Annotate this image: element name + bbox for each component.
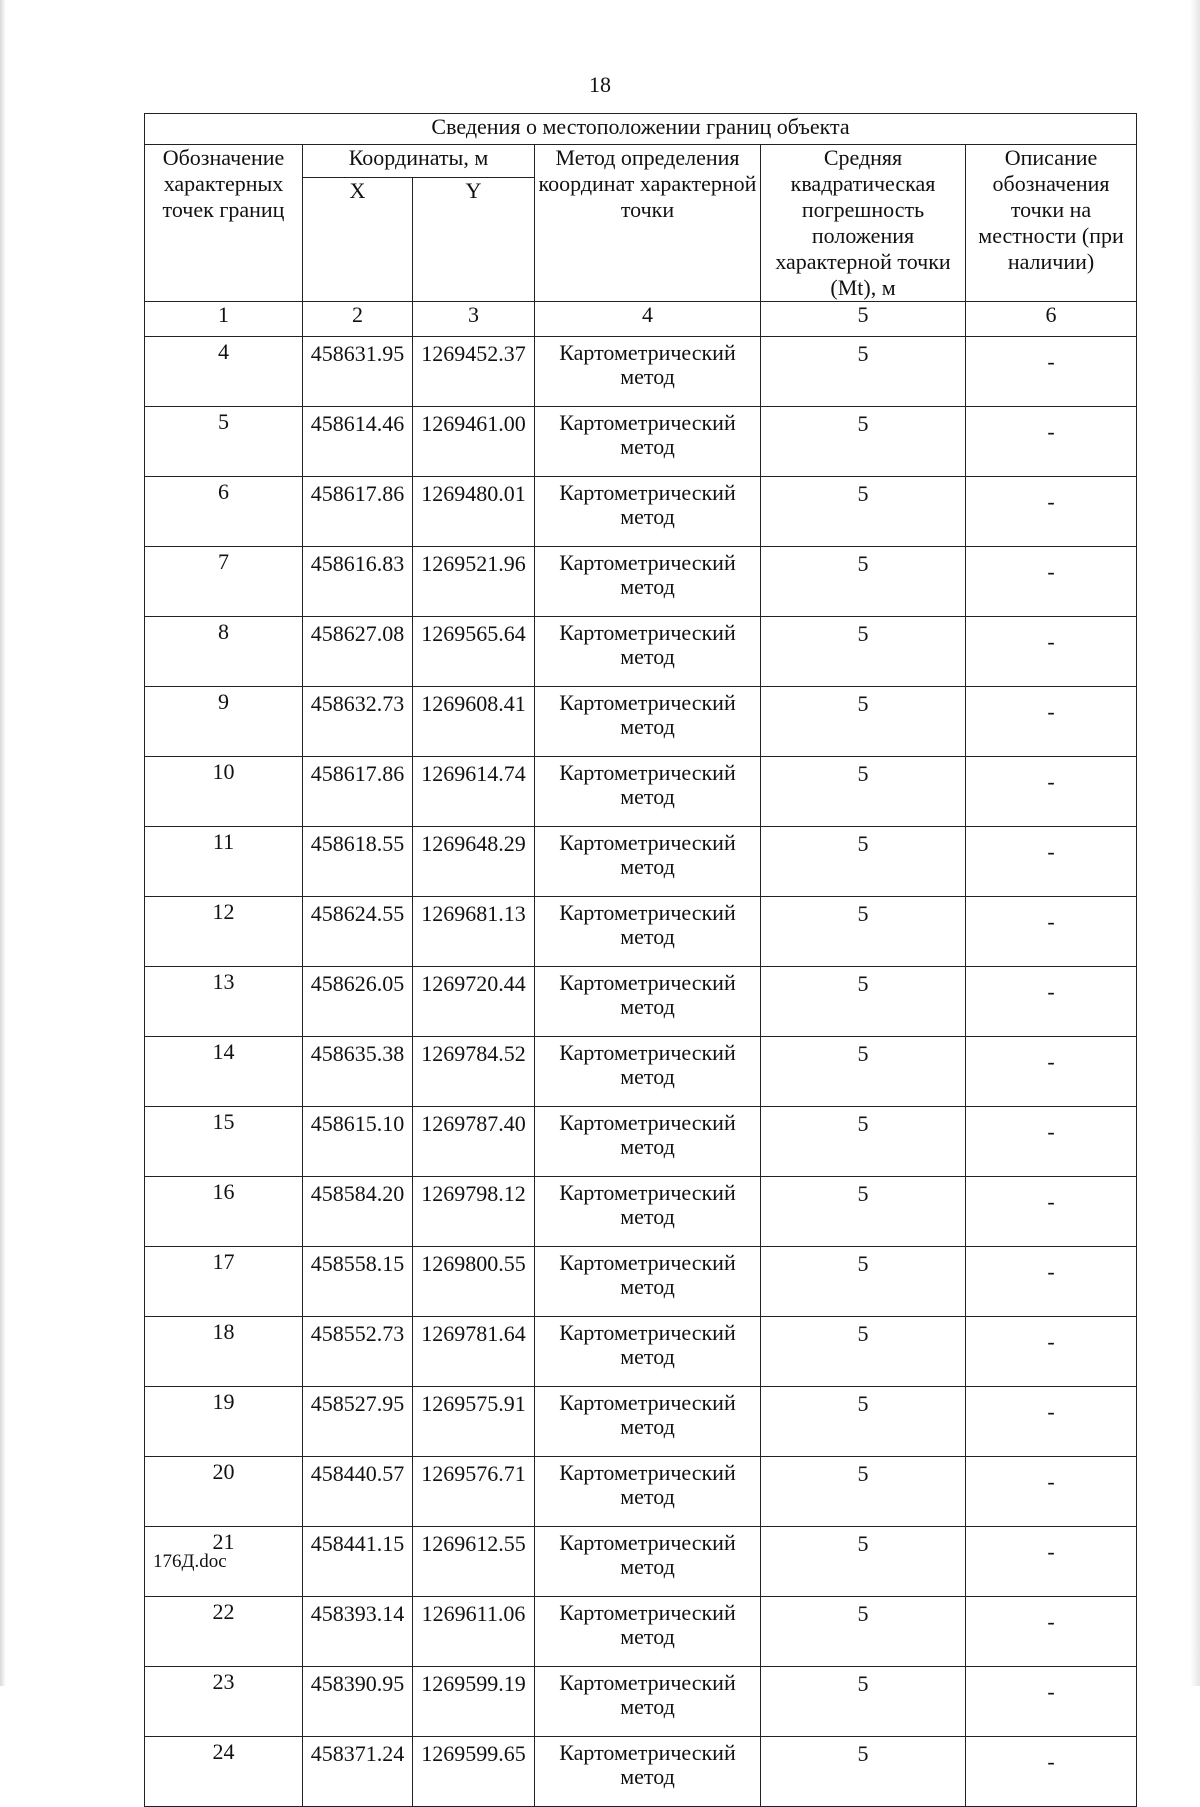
- method-cell: Картометрический метод: [535, 897, 761, 967]
- error-cell: 5: [761, 827, 966, 897]
- point-cell: 9: [145, 687, 303, 757]
- y-cell: 1269614.74: [413, 757, 535, 827]
- error-cell: 5: [761, 407, 966, 477]
- description-cell: -: [966, 477, 1137, 547]
- y-cell: 1269480.01: [413, 477, 535, 547]
- description-cell: -: [966, 547, 1137, 617]
- x-cell: 458390.95: [303, 1667, 413, 1737]
- error-cell: 5: [761, 1317, 966, 1387]
- point-cell: 16: [145, 1177, 303, 1247]
- x-cell: 458614.46: [303, 407, 413, 477]
- column-number: 4: [535, 302, 761, 337]
- y-cell: 1269461.00: [413, 407, 535, 477]
- error-cell: 5: [761, 1037, 966, 1107]
- x-cell: 458552.73: [303, 1317, 413, 1387]
- method-cell: Картометрический метод: [535, 1597, 761, 1667]
- point-cell: 4: [145, 337, 303, 407]
- x-cell: 458617.86: [303, 477, 413, 547]
- x-cell: 458616.83: [303, 547, 413, 617]
- table-row: [145, 897, 1137, 967]
- point-cell: 13: [145, 967, 303, 1037]
- method-cell: Картометрический метод: [535, 1667, 761, 1737]
- x-cell: 458635.38: [303, 1037, 413, 1107]
- scan-edge-left: [0, 0, 6, 1686]
- description-cell: -: [966, 827, 1137, 897]
- x-cell: 458584.20: [303, 1177, 413, 1247]
- x-cell: 458627.08: [303, 617, 413, 687]
- x-cell: 458558.15: [303, 1247, 413, 1317]
- description-cell: -: [966, 687, 1137, 757]
- method-cell: Картометрический метод: [535, 1737, 761, 1807]
- description-cell: -: [966, 1037, 1137, 1107]
- method-cell: Картометрический метод: [535, 1317, 761, 1387]
- description-cell: -: [966, 1247, 1137, 1317]
- header-error: Средняя квадратическая погрешность положения характерной точки (Mt), м: [761, 145, 966, 302]
- table-row: [145, 1737, 1137, 1807]
- method-cell: Картометрический метод: [535, 477, 761, 547]
- y-cell: 1269787.40: [413, 1107, 535, 1177]
- x-cell: 458632.73: [303, 687, 413, 757]
- column-number: 2: [303, 302, 413, 337]
- description-cell: -: [966, 1527, 1137, 1597]
- method-cell: Картометрический метод: [535, 1457, 761, 1527]
- column-number: 3: [413, 302, 535, 337]
- y-cell: 1269575.91: [413, 1387, 535, 1457]
- y-cell: 1269648.29: [413, 827, 535, 897]
- x-cell: 458371.24: [303, 1737, 413, 1807]
- point-cell: 14: [145, 1037, 303, 1107]
- table-row: [145, 1247, 1137, 1317]
- table-row: [145, 337, 1137, 407]
- y-cell: 1269800.55: [413, 1247, 535, 1317]
- table-row: [145, 827, 1137, 897]
- description-cell: -: [966, 1457, 1137, 1527]
- method-cell: Картометрический метод: [535, 407, 761, 477]
- column-number: 5: [761, 302, 966, 337]
- method-cell: Картометрический метод: [535, 757, 761, 827]
- y-cell: 1269720.44: [413, 967, 535, 1037]
- table-row: [145, 477, 1137, 547]
- method-cell: Картометрический метод: [535, 547, 761, 617]
- page-number: 18: [589, 72, 611, 97]
- header-point-designation: Обозначение характерных точек границ: [145, 145, 303, 302]
- method-cell: Картометрический метод: [535, 827, 761, 897]
- y-cell: 1269521.96: [413, 547, 535, 617]
- description-cell: -: [966, 1737, 1137, 1807]
- point-cell: 17: [145, 1247, 303, 1317]
- method-cell: Картометрический метод: [535, 967, 761, 1037]
- point-cell: 10: [145, 757, 303, 827]
- description-cell: -: [966, 1317, 1137, 1387]
- description-cell: -: [966, 1667, 1137, 1737]
- x-cell: 458617.86: [303, 757, 413, 827]
- y-cell: 1269576.71: [413, 1457, 535, 1527]
- y-cell: 1269452.37: [413, 337, 535, 407]
- description-cell: -: [966, 1107, 1137, 1177]
- point-cell: 11: [145, 827, 303, 897]
- y-cell: 1269599.19: [413, 1667, 535, 1737]
- description-cell: -: [966, 1177, 1137, 1247]
- method-cell: Картометрический метод: [535, 1037, 761, 1107]
- point-cell: 8: [145, 617, 303, 687]
- y-cell: 1269608.41: [413, 687, 535, 757]
- method-cell: Картометрический метод: [535, 1247, 761, 1317]
- error-cell: 5: [761, 1247, 966, 1317]
- description-cell: -: [966, 897, 1137, 967]
- y-cell: 1269565.64: [413, 617, 535, 687]
- table-row: [145, 1177, 1137, 1247]
- table-row: [145, 1527, 1137, 1597]
- error-cell: 5: [761, 617, 966, 687]
- method-cell: Картометрический метод: [535, 687, 761, 757]
- method-cell: Картометрический метод: [535, 1387, 761, 1457]
- y-cell: 1269611.06: [413, 1597, 535, 1667]
- y-cell: 1269612.55: [413, 1527, 535, 1597]
- method-cell: Картометрический метод: [535, 1107, 761, 1177]
- description-cell: -: [966, 337, 1137, 407]
- description-cell: -: [966, 1387, 1137, 1457]
- error-cell: 5: [761, 547, 966, 617]
- point-cell: 24: [145, 1737, 303, 1807]
- error-cell: 5: [761, 1107, 966, 1177]
- y-cell: 1269784.52: [413, 1037, 535, 1107]
- header-method: Метод определения координат характерной точки: [535, 145, 761, 302]
- table-row: [145, 1457, 1137, 1527]
- error-cell: 5: [761, 1457, 966, 1527]
- table-row: [145, 757, 1137, 827]
- x-cell: 458631.95: [303, 337, 413, 407]
- method-cell: Картометрический метод: [535, 1177, 761, 1247]
- error-cell: 5: [761, 337, 966, 407]
- x-cell: 458615.10: [303, 1107, 413, 1177]
- document-filename: 176Д.doc: [153, 1551, 227, 1572]
- table-row: [145, 1667, 1137, 1737]
- x-cell: 458440.57: [303, 1457, 413, 1527]
- y-cell: 1269781.64: [413, 1317, 535, 1387]
- error-cell: 5: [761, 687, 966, 757]
- x-cell: 458441.15: [303, 1527, 413, 1597]
- table-row: [145, 407, 1137, 477]
- error-cell: 5: [761, 1667, 966, 1737]
- table-row: [145, 617, 1137, 687]
- error-cell: 5: [761, 1737, 966, 1807]
- table-row: [145, 687, 1137, 757]
- x-cell: 458624.55: [303, 897, 413, 967]
- point-cell: 12: [145, 897, 303, 967]
- table-caption: Сведения о местоположении границ объекта: [145, 114, 1137, 145]
- y-cell: 1269681.13: [413, 897, 535, 967]
- point-cell: 21: [145, 1527, 303, 1597]
- error-cell: 5: [761, 1177, 966, 1247]
- description-cell: -: [966, 757, 1137, 827]
- description-cell: -: [966, 617, 1137, 687]
- table-row: [145, 1317, 1137, 1387]
- x-cell: 458618.55: [303, 827, 413, 897]
- description-cell: -: [966, 1597, 1137, 1667]
- method-cell: Картометрический метод: [535, 1527, 761, 1597]
- point-cell: 20: [145, 1457, 303, 1527]
- error-cell: 5: [761, 967, 966, 1037]
- error-cell: 5: [761, 897, 966, 967]
- description-cell: -: [966, 407, 1137, 477]
- table-row: [145, 1107, 1137, 1177]
- header-y: Y: [413, 177, 535, 301]
- x-cell: 458527.95: [303, 1387, 413, 1457]
- table-row: [145, 1597, 1137, 1667]
- point-cell: 6: [145, 477, 303, 547]
- error-cell: 5: [761, 757, 966, 827]
- x-cell: 458393.14: [303, 1597, 413, 1667]
- point-cell: 5: [145, 407, 303, 477]
- point-cell: 23: [145, 1667, 303, 1737]
- header-description: Описание обозначения точки на местности (при наличии): [966, 145, 1137, 302]
- error-cell: 5: [761, 1597, 966, 1667]
- table-row: [145, 1387, 1137, 1457]
- y-cell: 1269599.65: [413, 1737, 535, 1807]
- table-row: [145, 1037, 1137, 1107]
- point-cell: 7: [145, 547, 303, 617]
- table-row: [145, 967, 1137, 1037]
- scan-edge-right: [1190, 0, 1200, 1686]
- method-cell: Картометрический метод: [535, 617, 761, 687]
- error-cell: 5: [761, 1387, 966, 1457]
- error-cell: 5: [761, 1527, 966, 1597]
- point-cell: 22: [145, 1597, 303, 1667]
- table-row: [145, 547, 1137, 617]
- column-number: 1: [145, 302, 303, 337]
- header-x: X: [303, 177, 413, 301]
- x-cell: 458626.05: [303, 967, 413, 1037]
- boundary-coordinates-table: [144, 113, 1137, 1807]
- header-coordinates: Координаты, м: [303, 145, 535, 178]
- point-cell: 15: [145, 1107, 303, 1177]
- y-cell: 1269798.12: [413, 1177, 535, 1247]
- method-cell: Картометрический метод: [535, 337, 761, 407]
- description-cell: -: [966, 967, 1137, 1037]
- error-cell: 5: [761, 477, 966, 547]
- point-cell: 18: [145, 1317, 303, 1387]
- column-number: 6: [966, 302, 1137, 337]
- point-cell: 19: [145, 1387, 303, 1457]
